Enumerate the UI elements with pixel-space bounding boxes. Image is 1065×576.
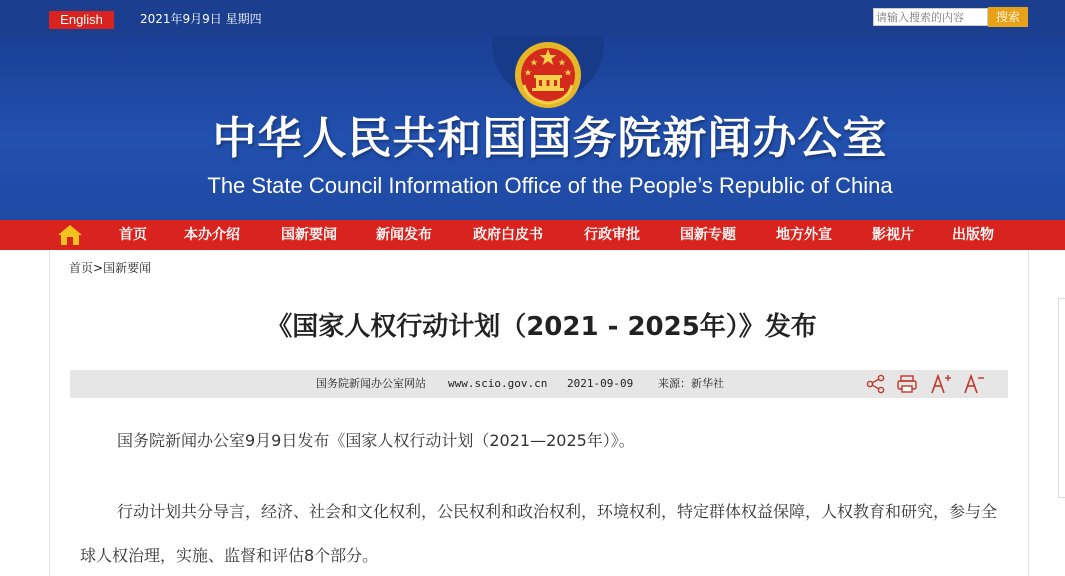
nav-item-white-papers[interactable]: 政府白皮书 (473, 227, 543, 243)
nav-item-administrative-approval[interactable]: 行政审批 (584, 227, 640, 243)
font-decrease-icon[interactable] (963, 374, 985, 394)
article-paragraph: 国务院新闻办公室9月9日发布《国家人权行动计划（2021—2025年）》。 (117, 431, 635, 450)
nav-item-publications[interactable]: 出版物 (952, 227, 994, 243)
nav-item-local-publicity[interactable]: 地方外宣 (776, 227, 832, 243)
meta-source-site: 国务院新闻办公室网站 (316, 377, 426, 390)
current-date: 2021年9月9日 星期四 (140, 12, 262, 26)
article-meta-bar (70, 370, 1008, 398)
breadcrumb-section-link[interactable]: 国新要闻 (103, 261, 152, 275)
nav-item-news[interactable]: 国新要闻 (281, 227, 337, 243)
nav-item-special-topics[interactable]: 国新专题 (680, 227, 736, 243)
search-button[interactable]: 搜索 (988, 7, 1028, 27)
home-icon[interactable] (57, 223, 83, 247)
meta-site-url[interactable]: www.scio.gov.cn (448, 377, 548, 390)
main-navigation (0, 220, 1065, 250)
site-title-english: The State Council Information Office of the People’s Republic of China (207, 173, 893, 198)
search-input[interactable] (873, 8, 988, 26)
site-banner (0, 36, 1065, 220)
meta-publish-date: 2021-09-09 (567, 377, 634, 390)
breadcrumb-separator: > (93, 261, 104, 275)
english-button[interactable]: English (49, 11, 114, 29)
share-icon[interactable] (865, 374, 887, 394)
national-emblem-icon (514, 41, 582, 109)
top-bar (0, 0, 1065, 36)
font-increase-icon[interactable] (930, 374, 952, 394)
nav-item-films[interactable]: 影视片 (872, 227, 914, 243)
print-icon[interactable] (896, 374, 918, 394)
nav-item-about[interactable]: 本办介绍 (184, 227, 240, 243)
nav-item-home[interactable]: 首页 (119, 227, 147, 243)
side-panel-edge (1058, 298, 1065, 498)
article-paragraph: 行动计划共分导言，经济、社会和文化权利，公民权利和政治权利，环境权利，特定群体权益保障，人权教育和研究，参与全球人权治理，实施、监督和评估8个部分。 (80, 502, 998, 565)
breadcrumb-home-link[interactable]: 首页 (69, 261, 94, 275)
article-title: 《国家人权行动计划（2021 - 2025年）》发布 (266, 312, 817, 342)
breadcrumb (69, 260, 151, 276)
meta-source: 来源：新华社 (658, 377, 724, 390)
nav-item-press-conferences[interactable]: 新闻发布 (376, 227, 432, 243)
site-title-chinese: 中华人民共和国国务院新闻办公室 (212, 113, 888, 164)
